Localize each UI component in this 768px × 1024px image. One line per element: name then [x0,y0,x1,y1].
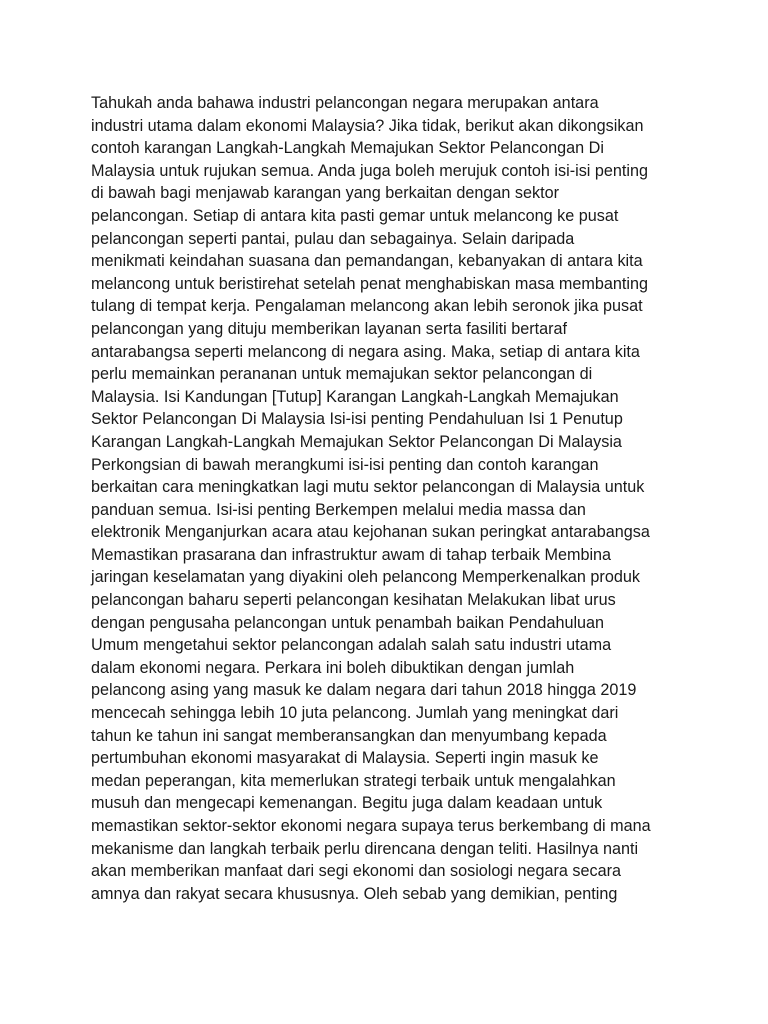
text-line: pelancongan. Setiap di antara kita pasti gemar untuk melancong ke pusat [91,206,619,225]
text-line: pelancongan seperti pantai, pulau dan sebagainya. Selain daripada [91,229,575,248]
text-line: memastikan sektor-sektor ekonomi negara supaya terus berkembang di mana [91,817,651,835]
text-line: jaringan keselamatan yang diyakini oleh pelancong Memperkenalkan produk [91,568,640,587]
text-line: menikmati keindahan suasana dan pemandangan, kebanyakan di antara kita [91,252,643,271]
text-line: Karangan Langkah-Langkah Memajukan Sektor Pelancongan Di Malaysia [91,432,622,451]
text-line: perlu memainkan perananan untuk memajukan sektor pelancongan di [91,365,593,384]
text-line: panduan semua. Isi-isi penting Berkempen melalui media massa dan [91,500,586,519]
text-line: medan peperangan, kita memerlukan strategi terbaik untuk mengalahkan [91,771,616,790]
text-line: antarabangsa seperti melancong di negara asing. Maka, setiap di antara kita [91,342,640,361]
text-line: berkaitan cara meningkatkan lagi mutu sektor pelancongan di Malaysia untuk [91,478,645,497]
text-line: Umum mengetahui sektor pelancongan adalah salah satu industri utama [91,636,612,655]
text-line: musuh dan mengecapi kemenangan. Begitu juga dalam keadaan untuk [91,794,603,813]
text-line: mencecah sehingga lebih 10 juta pelancong. Jumlah yang meningkat dari [91,704,619,723]
text-line: Tahukah anda bahawa industri pelancongan negara merupakan antara [91,94,599,112]
text-line: contoh karangan Langkah-Langkah Memajukan Sektor Pelancongan Di [91,139,604,158]
text-line: industri utama dalam ekonomi Malaysia? Jika tidak, berikut akan dikongsikan [91,116,644,135]
text-line: di bawah bagi menjawab karangan yang berkaitan dengan sektor [91,184,559,203]
text-line: Perkongsian di bawah merangkumi isi-isi penting dan contoh karangan [91,455,599,474]
text-line: pelancong asing yang masuk ke dalam negara dari tahun 2018 hingga 2019 [91,681,637,700]
text-line: tahun ke tahun ini sangat memberansangkan dan menyumbang kepada [91,726,607,745]
text-line: pelancongan baharu seperti pelancongan kesihatan Melakukan libat urus [91,591,616,610]
text-line: tulang di tempat kerja. Pengalaman melancong akan lebih seronok jika pusat [91,297,643,316]
text-line: Sektor Pelancongan Di Malaysia Isi-isi penting Pendahuluan Isi 1 Penutup [91,410,623,429]
text-line: pertumbuhan ekonomi masyarakat di Malaysia. Seperti ingin masuk ke [91,749,599,768]
text-line: dalam ekonomi negara. Perkara ini boleh dibuktikan dengan jumlah [91,658,575,677]
text-line: elektronik Menganjurkan acara atau kejohanan sukan peringkat antarabangsa [91,523,650,542]
text-line: Malaysia. Isi Kandungan [Tutup] Karangan Langkah-Langkah Memajukan [91,387,619,406]
text-line: amnya dan rakyat secara khususnya. Oleh sebab yang demikian, penting [91,884,618,903]
text-line: melancong untuk beristirehat setelah penat menghabiskan masa membanting [91,274,649,293]
text-line: akan memberikan manfaat dari segi ekonomi dan sosiologi negara secara [91,862,621,881]
text-line: mekanisme dan langkah terbaik perlu direncana dengan teliti. Hasilnya nanti [91,839,639,858]
text-line: Malaysia untuk rujukan semua. Anda juga boleh merujuk contoh isi-isi penting [91,161,648,180]
text-line: Memastikan prasarana dan infrastruktur awam di tahap terbaik Membina [91,545,612,564]
text-line: pelancongan yang dituju memberikan layanan serta fasiliti bertaraf [91,319,568,338]
text-line: dengan pengusaha pelancongan untuk penambah baikan Pendahuluan [91,613,605,632]
body-paragraph [91,92,691,905]
